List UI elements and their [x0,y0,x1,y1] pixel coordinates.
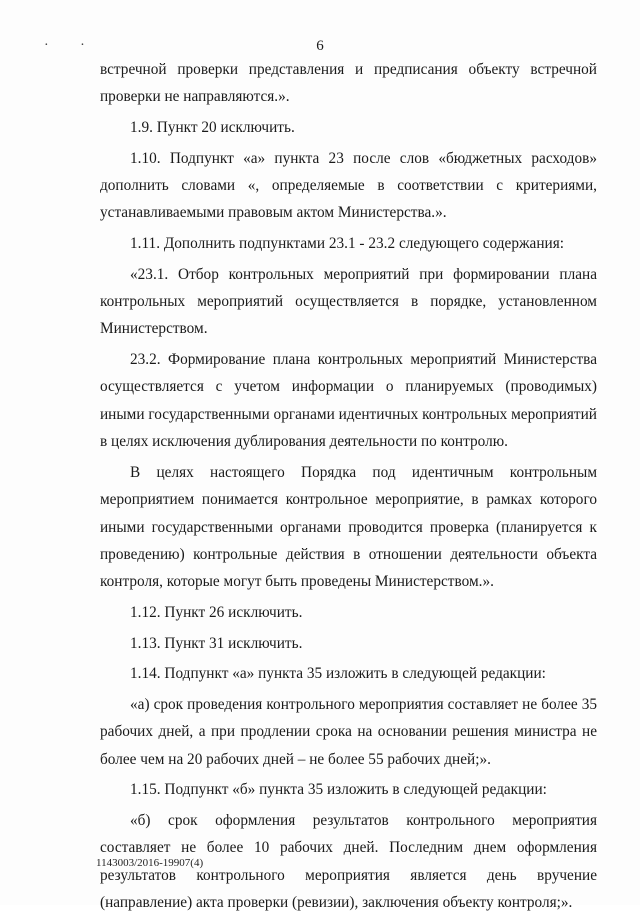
paragraph-23-2: 23.2. Формирование плана контрольных мероприятий Министерства осуществляется с учетом информации о планируемых (проводимых) иными государственными органами идентичных контрольных мероприятий в целях исключения дублирования деятельности по контролю. [100,351,597,451]
paragraph-identical-measure: В целях настоящего Порядка под идентичным контрольным мероприятием понимается контрольное мероприятие, в рамках которого иными государственными органами проводится проверка (планируется к проведению) контрольные действия в отношении деятельности объекта контроля, которые могут быть проведены Министерством.». [100,463,597,591]
document-footer-code: 1143003/2016-19907(4) [96,857,204,869]
document-body [100,56,597,920]
page-number: 6 [316,38,324,54]
paragraph-1-9: 1.9. Пункт 20 исключить. [130,119,295,136]
paragraph-1-11: 1.11. Дополнить подпунктами 23.1 - 23.2 следующего содержания: [130,235,564,252]
paragraph-23-1: «23.1. Отбор контрольных мероприятий при формировании плана контрольных мероприятий осуществляется в порядке, установленном Министерством. [100,265,597,338]
paragraph-1-14: 1.14. Подпункт «а» пункта 35 изложить в следующей редакции: [130,665,546,683]
paragraph-1-12: 1.12. Пункт 26 исключить. [130,604,303,622]
paragraph-1-15: 1.15. Подпункт «б» пункта 35 изложить в следующей редакции: [130,781,547,799]
paragraph-35-b: «б) срок оформления результатов контрольного мероприятия составляет не более 10 рабочих дней. Последним днем оформления результатов контрольного мероприятия является день вручение (направление) акта проверки (ревизии), заключения объекту контроля;». [100,811,597,912]
scan-marks: · · [44,38,99,53]
paragraph-continuation: встречной проверки представления и предписания объекту встречной проверки не направляются.». [100,61,597,106]
paragraph-1-13: 1.13. Пункт 31 исключить. [130,634,303,652]
paragraph-1-10: 1.10. Подпункт «а» пункта 23 после слов «бюджетных расходов» дополнить словами «, определяемые в соответствии с критериями, устанавливаемыми правовым актом Министерства.». [100,149,597,222]
paragraph-35-a: «а) срок проведения контрольного мероприятия составляет не более 35 рабочих дней, а при продлении срока на основании решения министра не более чем на 20 рабочих дней – не более 55 рабочих дней;». [100,695,597,768]
